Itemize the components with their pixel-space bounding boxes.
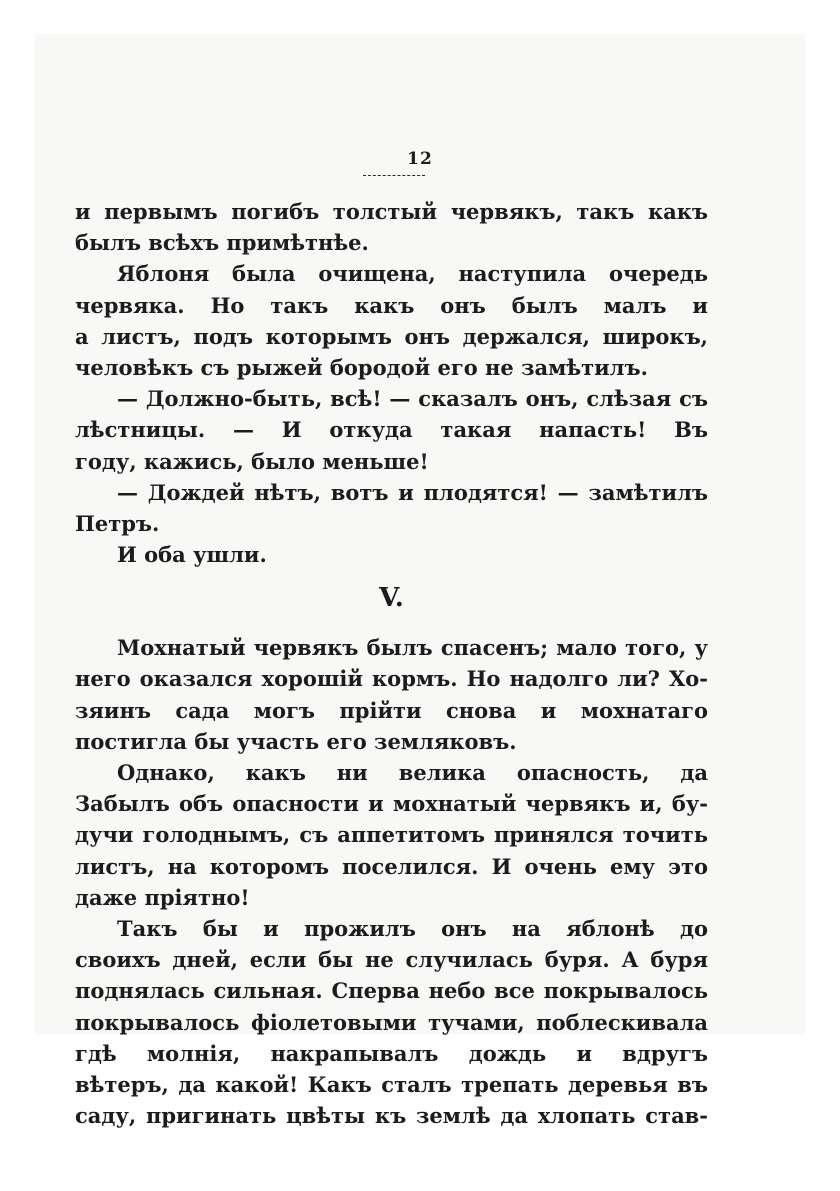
text-line: него оказался хорошій кормъ. Но надолго ли? Хо- [75, 666, 708, 692]
text-line: Яблоня была очищена, наступила очередь [117, 261, 708, 287]
page-number-container [0, 148, 840, 170]
text-line: И оба ушли. [117, 542, 267, 568]
text-line: былъ всѣхъ примѣтнѣе. [75, 230, 369, 256]
text-line: дучи голоднымъ, съ аппетитомъ принялся точить [75, 822, 708, 848]
text-line: и первымъ погибъ толстый червякъ, такъ какъ [75, 199, 708, 224]
text-line: лѣстницы. — И откуда такая напасть! Въ [75, 417, 708, 443]
text-line: Такъ бы и прожилъ онъ на яблонѣ до [117, 915, 708, 941]
text-line: постигла бы участь его земляковъ. [75, 728, 517, 754]
chapter-heading: V. [379, 583, 404, 614]
page-number-rule [363, 175, 425, 176]
text-line: — Дождей нѣтъ, вотъ и плодятся! — замѣтилъ [117, 479, 708, 505]
text-line: — Должно-быть, всѣ! — сказалъ онъ, слѣзая съ [117, 386, 708, 412]
text-line: человѣкъ съ рыжей бородой его не замѣтилъ. [75, 354, 648, 380]
text-line: своихъ дней, если бы не случилась буря. А буря [75, 947, 708, 973]
text-line: листъ, на которомъ поселился. И очень ему это [75, 853, 708, 879]
text-line: покрывалось фіолетовыми тучами, поблескивала [75, 1009, 708, 1035]
text-line: саду, пригинать цвѣты къ землѣ да хлопать став- [75, 1103, 708, 1129]
text-line: Петръ. [75, 510, 160, 536]
text-line: Однако, какъ ни велика опасность, да [117, 760, 708, 785]
text-line: зяинъ сада могъ прійти снова и мохнатаго [75, 697, 708, 723]
text-line: а листъ, подъ которымъ онъ держался, широкъ, [75, 323, 708, 349]
page-number: 12 [407, 149, 433, 169]
body-text [75, 196, 708, 1131]
text-line: вѣтеръ, да какой! Какъ сталъ трепать деревья въ [75, 1071, 708, 1097]
text-line: даже пріятно! [75, 884, 250, 910]
text-line: червяка. Но такъ какъ онъ былъ малъ и [75, 292, 708, 318]
text-line: Мохнатый червякъ былъ спасенъ; мало того, у [117, 635, 708, 661]
text-line: гдѣ молнія, накрапывалъ дождь и вдругъ [75, 1040, 708, 1066]
text-line: году, кажись, было меньше! [75, 448, 429, 474]
text-line: Забылъ объ опасности и мохнатый червякъ и, бу- [75, 791, 708, 817]
text-line: поднялась сильная. Сперва небо все покрывалось [75, 978, 708, 1004]
